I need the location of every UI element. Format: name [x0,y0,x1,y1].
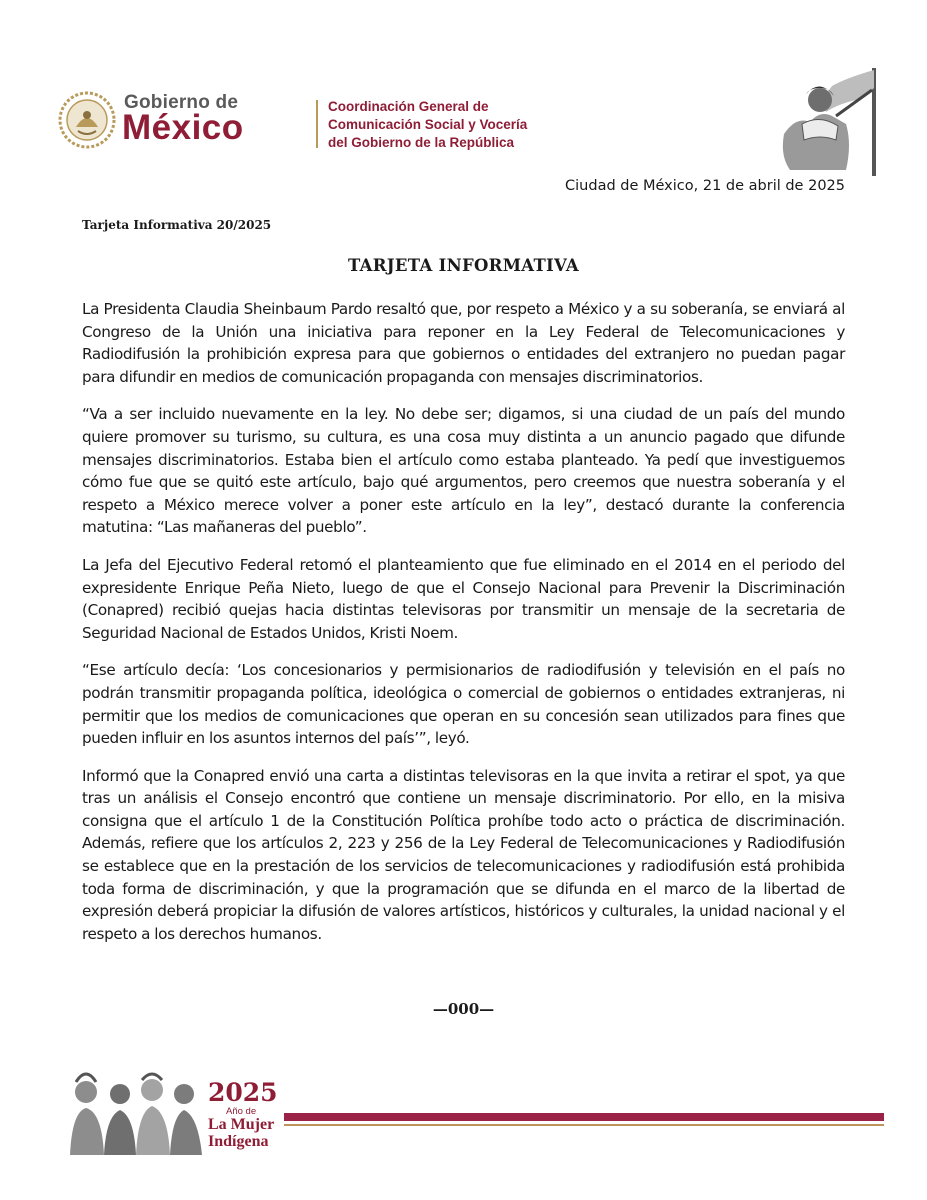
year-dedication-line-1: La Mujer [208,1116,275,1133]
document-title: TARJETA INFORMATIVA [348,256,579,275]
heroine-flag-illustration-icon [776,64,884,178]
paragraph: La Jefa del Ejecutivo Federal retomó el planteamiento que fue eliminado en el 2014 en el periodo del expresidente Enrique Peña Nieto, luego de que el Consejo Nacional para Prevenir la Discriminación (Conapred) recibió quejas hacia distintas televisoras por transmitir un mensaje de la secretaria de Seguridad Nacional de Estados Unidos, Kristi Noem. [82,555,845,642]
footer-gold-line [284,1124,884,1126]
government-header [58,88,528,154]
org-line-2: Comunicación Social y Vocería [328,117,528,132]
document-body [82,298,845,960]
closing-mark: —000— [432,1000,495,1018]
paragraph: Informó que la Conapred envió una carta a distintas televisoras en la que invita a retirar el spot, ya que tras un análisis el Consejo encontró que contiene un mensaje discriminatorio. Por ello, en la misiva consigna que el artículo 1 de la Constitución Política prohíbe todo acto o práctica de discriminación. Además, refiere que los artículos 2, 223 y 256 de la Ley Federal de Telecomunicaciones y Radiodifusión se establece que en la prestación de los servicios de telecomunicaciones y radiodifusión está prohibida toda forma de discriminación, y que la programación que se difunda en el marco de la libertad de expresión deberá propiciar la difusión de valores artísticos, históricos y culturales, la unidad nacional y el respeto a los derechos humanos. [82,766,845,943]
year-dedication-line-2: Indígena [208,1133,269,1150]
government-name-mexico: México [122,108,244,147]
header-divider [316,100,318,148]
year-2025-label: 2025 [208,1078,278,1107]
card-number: Tarjeta Informativa 20/2025 [82,218,272,232]
org-line-1: Coordinación General de [328,99,489,114]
coat-of-arms-seal-icon [58,91,116,149]
org-line-3: del Gobierno de la República [328,135,515,150]
organization-name [328,98,527,152]
paragraph: “Ese artículo decía: ‘Los concesionarios y permisionarios de radiodifusión y televisión en el país no podrán transmitir propaganda política, ideológica o comercial de gobiernos o entidades extranjeras, ni permitir que los medios de comunicaciones que operan en su concesión sean utilizados para fines que pueden influir en los asuntos internos del país’”, leyó. [82,661,845,748]
footer-red-bar [284,1113,884,1121]
indigenous-women-illustration-icon [64,1060,204,1155]
paragraph: “Va a ser incluido nuevamente en la ley. No debe ser; digamos, si una ciudad de un país del mundo quiere promover su turismo, su cultura, es una cosa muy distinta a un anuncio pagado que difunde mensajes discriminatorios. Estaba bien el artículo como estaba planteado. Ya pedí que investiguemos cómo fue que se quitó este artículo, bajo qué argumentos, pero creemos que nuestra soberanía y el respeto a México merece volver a poner este artículo en la ley”, destacó durante la conferencia matutina: “Las mañaneras del pueblo”. [82,405,845,537]
document-date: Ciudad de México, 21 de abril de 2025 [565,178,845,194]
year-subtitle: Año de [226,1106,257,1117]
paragraph: La Presidenta Claudia Sheinbaum Pardo resaltó que, por respeto a México y a su soberanía, se enviará al Congreso de la Unión una iniciativa para reponer en la Ley Federal de Telecomunicaciones y Radiodifusión la prohibición expresa para que gobiernos o entidades del extranjero no puedan pagar para difundir en medios de comunicación propaganda con mensajes discriminatorios. [82,300,845,386]
year-dedication [208,1116,274,1150]
government-name-top: Gobierno de [124,92,239,113]
